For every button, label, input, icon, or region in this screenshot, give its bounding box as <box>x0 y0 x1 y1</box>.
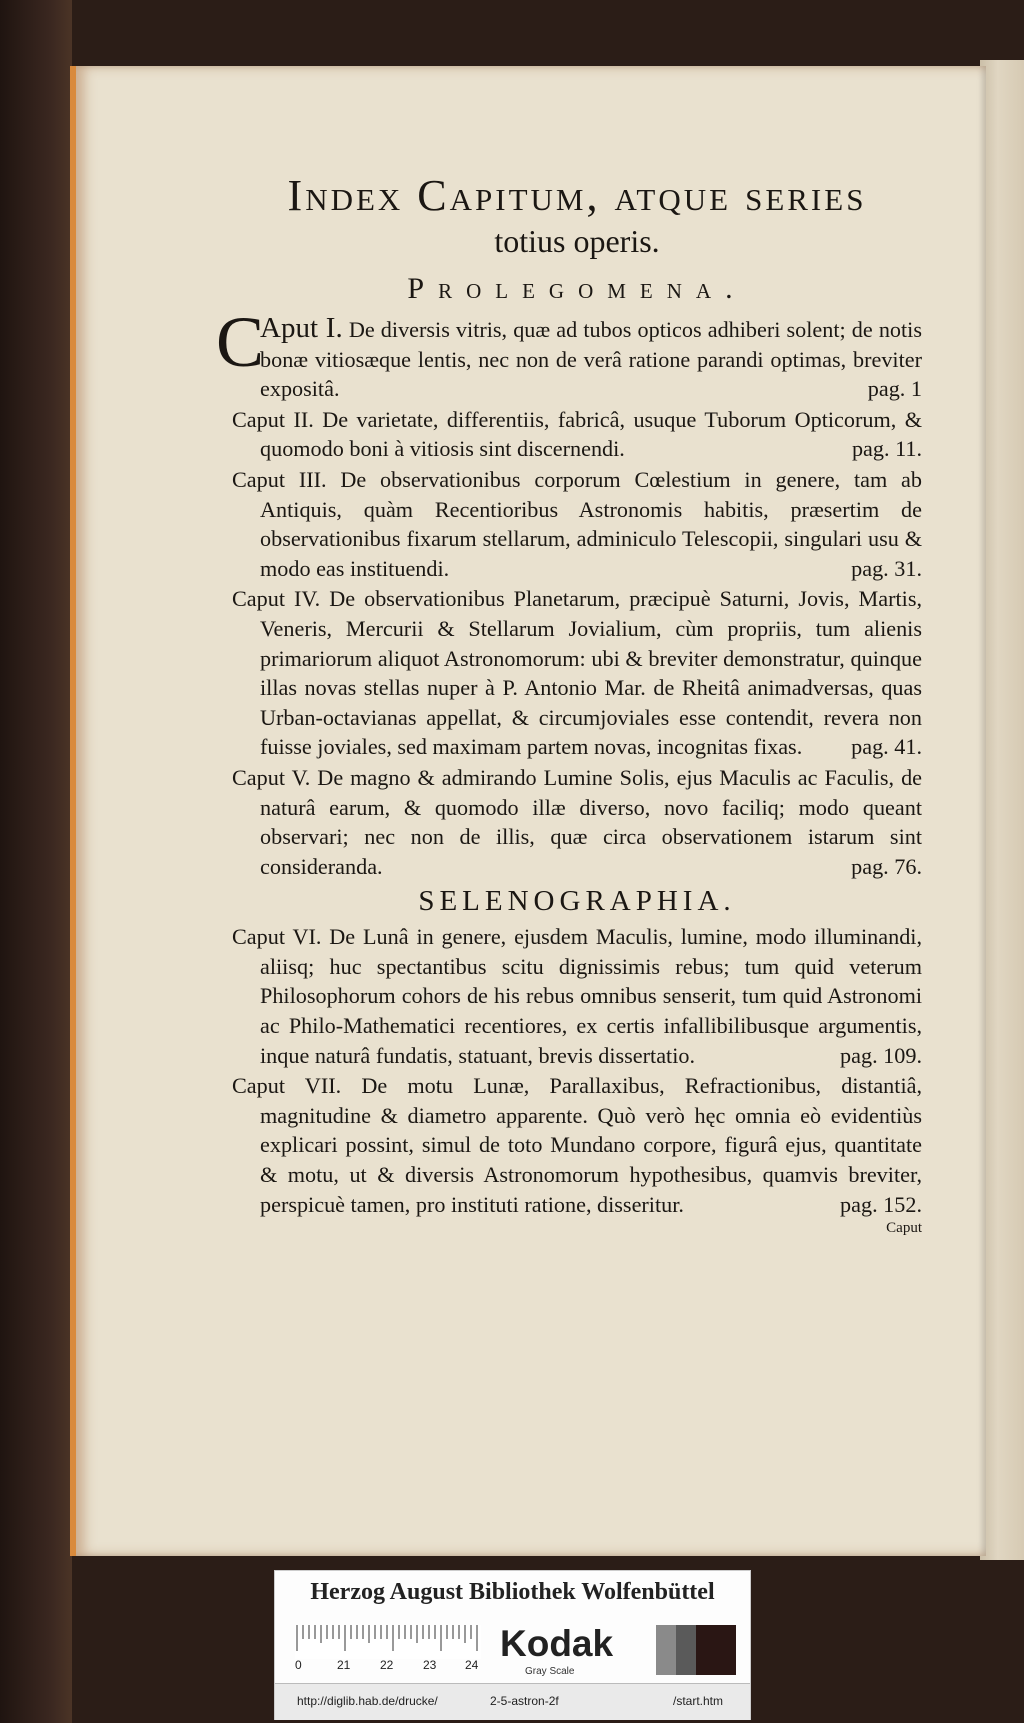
ruler-number: 0 <box>295 1658 302 1672</box>
chapter-text: De observationibus corporum Cœlestium in genere, tam ab Antiquis, quàm Recentioribus Astronomis habitis, præsertim de observationibus fixarum stellarum, adminiculo Telescopii, singulari usu & modo eas instituendi. <box>260 466 923 581</box>
dark-background-edge <box>0 0 72 1723</box>
library-name: Herzog August Bibliothek Wolfenbüttel <box>310 1579 715 1605</box>
catchword: Caput <box>886 1220 922 1237</box>
chapter-entry-4 <box>232 584 922 762</box>
drop-cap: C <box>216 302 265 382</box>
chapter-entry-7 <box>232 1071 922 1219</box>
gray-scale-patches <box>656 1625 736 1675</box>
ruler-number: 24 <box>465 1658 479 1672</box>
page-reference: pag. 152. <box>840 1191 922 1217</box>
section-heading-prolegomena: Prolegomena. <box>407 272 747 305</box>
page-reference: pag. 109. <box>840 1042 922 1068</box>
page-reference: pag. 76. <box>851 853 922 879</box>
scale-ruler <box>295 1625 481 1659</box>
page-reference: pag. 41. <box>851 734 922 760</box>
archive-info-row <box>275 1683 750 1720</box>
shelfmark: 2-5-astron-2f <box>490 1694 559 1708</box>
chapter-heading: Aput I. <box>260 312 343 344</box>
chapter-heading: Caput II. <box>232 406 314 432</box>
chapter-heading: Caput V. <box>232 764 311 790</box>
chapter-entry-3 <box>232 465 922 583</box>
page-reference: pag. 31. <box>851 555 922 581</box>
ruler-number: 22 <box>380 1658 394 1672</box>
chapter-text: De observationibus Planetarum, præcipuè Saturni, Jovis, Martis, Veneris, Mercurii & Stellarum Jovialium, cùm propriis, tum alienis primariorum aliquot Astronomorum: ubi & breviter demonstratur, quinque illas novas stellas nuper à P. Antonio Mar. de Rheitâ animadversas, quas Urban-octavianas appellat, & circumjoviales esse contendit, revera non fuisse joviales, sed maximam partem novas, incognitas fixas. <box>260 586 922 760</box>
chapter-text: De diversis vitris, quæ ad tubos opticos adhiberi solent; de notis bonæ vitiosæque lentis, nec non de verâ ratione parandi optimas, breviter expositâ. <box>260 317 922 402</box>
index-content <box>216 170 923 1237</box>
chapter-heading: Caput VII. <box>232 1073 342 1099</box>
chapter-entry-2 <box>232 405 922 464</box>
chapter-text: De varietate, differentiis, fabricâ, usuque Tuborum Opticorum, & quomodo boni à vitiosis sint discernendi. <box>260 406 922 462</box>
chapter-entry-1 <box>216 302 922 404</box>
chapter-entry-6 <box>232 922 922 1070</box>
page-subtitle: totius operis. <box>494 223 660 259</box>
section-heading-selenographia: SELENOGRAPHIA. <box>418 885 736 918</box>
kodak-logo: Kodak <box>500 1623 614 1664</box>
page-reference: pag. 11. <box>851 436 922 462</box>
chapter-heading: Caput VI. <box>232 924 322 950</box>
chapter-entry-5 <box>232 763 922 881</box>
chapter-text: De motu Lunæ, Parallaxibus, Refractionibus, distantiâ, magnitudine & diametro apparente. Quò verò hęc omnia eò evidentiùs explicari possint, simul de toto Mundano corpore, figurâ ejus, quantitate & motu, ut & diversis Astronomorum hypothesibus, quamvis breviter, perspicuè tamen, pro instituti ratione, disseritur. <box>260 1073 923 1217</box>
chapter-text: De magno & admirando Lumine Solis, ejus Maculis ac Faculis, de naturâ earum, & quomodo illæ diverso, novo faciliq; modo queant observari; nec non de illis, quæ circa observationem istarum sint consideranda. <box>260 764 923 879</box>
gray-scale-label: Gray Scale <box>525 1666 575 1677</box>
scan-target-card <box>274 1570 751 1720</box>
chapter-heading: Caput III. <box>232 466 327 492</box>
ruler-number: 23 <box>423 1658 437 1672</box>
adjacent-page-edge <box>980 60 1024 1560</box>
page-reference: pag. 1 <box>867 376 922 402</box>
chapter-heading: Caput IV. <box>232 586 321 612</box>
ruler-number: 21 <box>337 1658 351 1672</box>
start-link: /start.htm <box>673 1694 724 1708</box>
archive-url: http://diglib.hab.de/drucke/ <box>297 1694 438 1708</box>
page-title: Index Capitum, atque series <box>287 171 867 220</box>
chapter-text: De Lunâ in genere, ejusdem Maculis, lumine, modo illuminandi, aliisq; huc spectantibus scitu dignissimis rebus; tum quid veterum Philosophorum cohors de his rebus omnibus senserit, tum quid Astronomi ac Philo-Mathematici recentiores, ex certis infallibilibusque argumentis, inque naturâ fundatis, statuant, brevis dissertatio. <box>260 924 923 1068</box>
